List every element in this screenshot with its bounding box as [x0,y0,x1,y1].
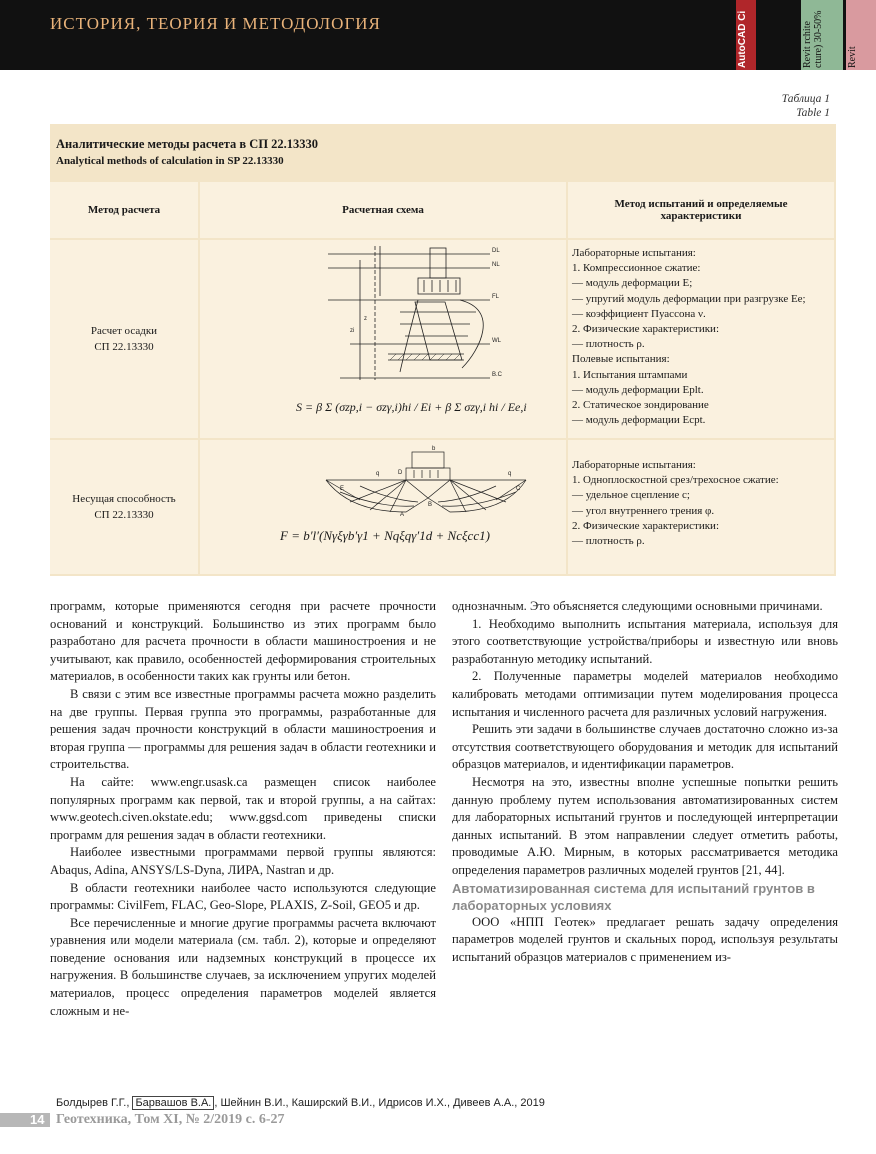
svg-text:zi: zi [350,328,355,334]
method-settlement-code: СП 22.13330 [94,341,154,353]
ad-tab-autocad[interactable]: AutoCAD Ci [736,0,756,70]
paragraph: Все перечисленные и многие другие программы расчета включают уравнения или модели материала (см. табл. 2), которые и определяют поведение основания или надземных конструкций в процессе их нагружения. В большинстве случаев, за исключением упругих моделей материалов, процесс определения параметров моделей является сложным и не- [50,915,436,1018]
ad-tab-revit-architecture[interactable]: Revit rchite cture) 30-50% [801,0,843,70]
paragraph: На сайте: www.engr.usask.ca размещен список наиболее популярных программ как первой, так и второй группы, а на сайтах: www.geotech.civen.okstate.edu; www.ggsd.com приведены списки программ для решения задач в области геотехники. [50,774,436,842]
svg-text:FL: FL [492,294,500,300]
header-method: Метод расчета [50,182,198,238]
svg-text:q: q [376,471,380,477]
svg-text:B: B [428,502,433,508]
header-scheme: Расчетная схема [200,182,566,238]
tests-settlement-line: 1. Компрессионное сжатие: [572,262,701,275]
paragraph: В связи с этим все известные программы расчета можно разделить на две группы. Первая группа это программы, разработанные для решения задач прочности конструкций в области машиностроения и вторая группа — программы для решения задач в области геотехники и строительства. [50,686,436,772]
tests-bearing-line: — угол внутреннего трения φ. [572,504,715,517]
paragraph: программ, которые применяются сегодня при расчете прочности оснований и конструкций. Большинство из этих программ было разработано для расчета прочности в области машиностроения и не учитывают, как правило, особенностей деформирования строительных материалов, в особенности таких как грунты или бетон. [50,599,436,684]
tests-bearing [568,440,834,574]
tests-settlement-line: 1. Испытания штампами [572,368,688,381]
paragraph: 2. Полученные параметры моделей материалов необходимо калибровать методами оптимизации путем моделирования процесса испытания и численного расчета для различных условий нагружения. [452,669,838,719]
tests-settlement [568,240,834,438]
paragraph: 1. Необходимо выполнить испытания материала, используя для этого соответствующие устройства/приборы и известную или вновь разработанную методику испытаний. [452,616,838,666]
tests-settlement-line: Полевые испытания: [572,353,670,366]
tests-bearing-line: 1. Одноплоскостной срез/трехосное сжатие: [572,474,779,487]
formula-bearing: F = b′l′(Nγξγb′γ1 + Nqξqγ′1d + Ncξcc1) [280,528,490,543]
tests-settlement-line: 2. Статическое зондирование [572,399,709,412]
tests-settlement-line: — плотность ρ. [572,338,645,351]
bearing-scheme-diagram [200,440,566,574]
table-caption [782,92,830,120]
table-title-en: Analytical methods of calculation in SP 22.13330 [56,155,284,167]
method-settlement-name: Расчет осадки [90,325,158,337]
formula-settlement: S = β Σ (σzp,i − σzγ,i)hi / Ei + β Σ σzγ,i hi / Ee,i [296,400,527,414]
scheme-bearing [200,440,566,574]
tests-settlement-line: — упругий модуль деформации при разгрузке Ee; [572,292,806,305]
authors-first: Болдырев Г.Г., [56,1097,133,1109]
tests-settlement-line: — модуль деформации E; [572,277,693,290]
svg-text:A: A [400,512,405,518]
method-bearing-code: СП 22.13330 [94,509,154,521]
method-bearing-name: Несущая способность [72,493,176,505]
svg-text:DL: DL [492,248,500,254]
svg-text:z: z [364,316,367,322]
tests-bearing-line: 2. Физические характеристики: [572,519,720,532]
ad-tab-blank [759,0,797,70]
header-tests: Метод испытаний и определяемые характеристики [568,182,834,238]
table-title-ru: Аналитические методы расчета в СП 22.13330 [56,137,319,151]
svg-text:NL: NL [492,262,500,268]
body-column-right [452,598,838,966]
tests-settlement-line: Лабораторные испытания: [572,247,696,259]
table-title [56,136,318,170]
svg-text:b: b [432,446,436,452]
method-settlement [50,240,198,438]
body-column-left [50,598,436,1020]
tests-bearing-line: — плотность ρ. [572,535,645,548]
section-title: ИСТОРИЯ, ТЕОРИЯ И МЕТОДОЛОГИЯ [50,14,381,33]
authors-line [56,1097,545,1109]
section-subheading: Автоматизированная система для испытаний грунтов в лабораторных условиях [452,880,815,913]
page-number: 14 [30,1112,45,1127]
svg-text:B.C: B.C [492,372,503,378]
authors-rest: , Шейнин В.И., Каширский В.И., Идрисов И.Х., Дивеев А.А., 2019 [214,1097,545,1109]
scheme-settlement [200,240,566,438]
paragraph: Решить эти задачи в большинстве случаев достаточно сложно из-за отсутствия соответствующего оборудования и методик для испытаний образцов материалов, и идентификации параметров. [452,722,838,772]
paragraph: Несмотря на это, известны вполне успешные попытки решить данную проблему путем использования автоматизированных систем для лабораторных испытаний грунтов и последующей интерпретации данных испытаний. В этом направлении следует отметить работы, проводимые А.Ю. Мирным, в которых рассматривается методика определения параметров различных моделей грунтов [21, 44]. [452,774,838,877]
methods-table [50,124,836,576]
tests-bearing-line: Лабораторные испытания: [572,459,696,471]
svg-text:E: E [340,486,345,492]
svg-text:q: q [508,471,512,477]
journal-reference: Геотехника, Том XI, № 2/2019 с. 6-27 [56,1112,285,1127]
method-bearing [50,440,198,574]
tests-settlement-line: — модуль деформации Ecpt. [572,414,706,427]
table-caption-ru: Таблица 1 [781,93,830,105]
paragraph: однозначным. Это объясняется следующими основными причинами. [452,599,823,613]
ad-tab-revit[interactable]: Revit [846,0,876,70]
tests-settlement-line: — модуль деформации Eplt. [572,383,704,396]
paragraph: ООО «НПП Геотек» предлагает решать задачу определения параметров моделей грунтов и скальных пород, используя результаты испытаний образцов материалов с применением из- [452,914,838,964]
tests-settlement-line: 2. Физические характеристики: [572,323,720,336]
author-highlighted: Барвашов В.А. [132,1096,214,1110]
paragraph: Наиболее известными программами первой группы являются: Abaqus, Adina, ANSYS/LS-Dyna, ЛИРА, Nastran и др. [50,845,436,877]
table-caption-en: Table 1 [796,107,830,119]
paragraph: В области геотехники наиболее часто используются следующие программы: CivilFem, FLAC, Geo-Slope, PLAXIS, Z-Soil, GEO5 и др. [50,880,436,913]
svg-text:D: D [398,470,403,476]
tests-bearing-line: — удельное сцепление c; [572,489,690,502]
svg-text:C: C [516,486,521,492]
tests-settlement-line: — коэффициент Пуассона ν. [572,307,706,320]
svg-text:WL: WL [492,338,501,344]
